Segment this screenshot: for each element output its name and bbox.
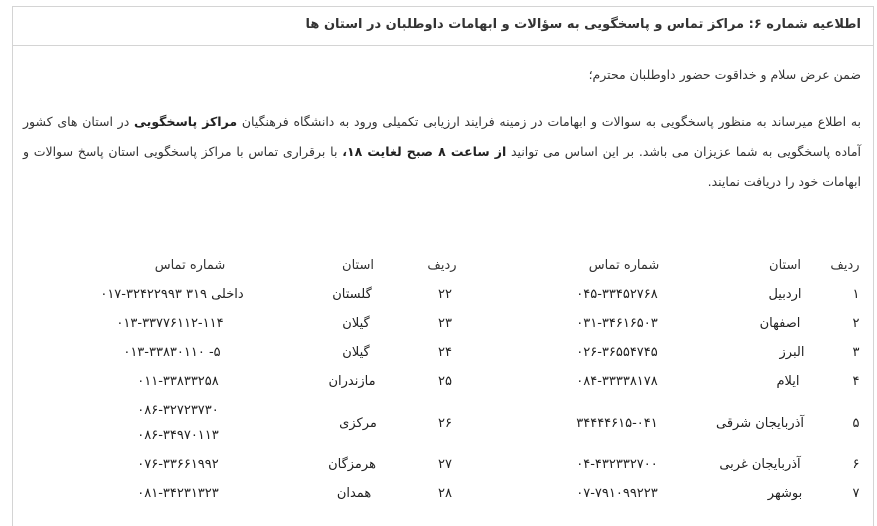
paragraph-bold-centers: مراکز پاسخگویی — [134, 114, 238, 129]
table-cell-row: ۳ — [852, 345, 860, 360]
table-cell-row: ۱ — [852, 287, 860, 302]
table-cell-row: ۲۲ — [438, 287, 452, 302]
table-cell-province: آذربایجان غربی — [719, 457, 801, 472]
table-cell-province: گلستان — [332, 287, 372, 302]
table-cell-row: ۲ — [852, 316, 860, 331]
table-cell-row: ۲۷ — [438, 457, 452, 472]
table-cell-row: ۲۳ — [438, 316, 452, 331]
table-cell-province: ایلام — [776, 374, 800, 389]
table-cell-province: بوشهر — [767, 486, 803, 501]
table-cell-phone: ۰۲۶-۳۶۵۵۴۷۴۵ — [576, 345, 658, 360]
table-cell-phone: ۰۳۱-۳۴۶۱۶۵۰۳ — [576, 316, 658, 331]
table-cell-province: گیلان — [342, 345, 370, 360]
table-cell-phone: ۰۱۱-۳۳۸۳۳۲۵۸ — [137, 374, 219, 389]
paragraph-text: به اطلاع میرساند به منظور پاسخگویی به سوالات و ابهامات در زمینه فرایند ارزیابی تکمیلی ورود به دانشگاه فرهنگیان — [237, 114, 861, 129]
table-cell-province: مرکزی — [339, 416, 377, 431]
announcement-title: اطلاعیه شماره ۶: مراکز تماس و پاسخگویی به سؤالات و ابهامات داوطلبان در استان ها — [305, 17, 861, 32]
table-cell-phone: ۰۴۵-۳۳۴۵۲۷۶۸ — [576, 287, 658, 302]
table-cell-province: همدان — [336, 486, 372, 501]
table-cell-phone: ۰۱۷-۳۲۴۲۲۹۹۳ داخلی ۳۱۹ — [100, 287, 244, 302]
table-cell-phone: ۰۱۳-۳۳۷۷۶۱۱۲-۱۱۴ — [116, 316, 224, 331]
announcement-paragraph — [23, 107, 861, 197]
table-cell-province: البرز — [779, 345, 805, 360]
table-cell-phone: ۰۱۳-۳۳۸۳۰۱۱۰ -۵ — [123, 345, 221, 360]
paragraph-text: در استان های کشور آماده پاسخگویی به شما عزیزان می باشد. بر این اساس می توانید — [23, 114, 861, 159]
table-cell-phone: ۰۸۱-۳۴۲۳۱۳۲۳ — [137, 486, 219, 501]
table-cell-phone: ۰۷۶-۳۳۶۶۱۹۹۲ — [137, 457, 219, 472]
table-cell-province: گیلان — [342, 316, 370, 331]
announcement-header — [13, 7, 873, 46]
table-cell-province: اردبیل — [768, 287, 802, 302]
header-row-left: ردیف — [427, 258, 457, 273]
header-province-left: استان — [342, 258, 374, 273]
table-cell-province: هرمزگان — [328, 457, 376, 472]
table-cell-row: ۲۶ — [438, 416, 452, 431]
table-cell-row: ۲۵ — [438, 374, 452, 389]
table-cell-province: آذربایجان شرقی — [715, 416, 805, 431]
table-cell-phone: ۰۸۴-۳۳۳۳۸۱۷۸ — [576, 374, 658, 389]
table-cell-province: اصفهان — [759, 316, 801, 331]
table-cell-phone: ۰۴-۴۳۲۳۳۲۷۰۰ — [576, 457, 658, 472]
header-row-right: ردیف — [830, 258, 860, 273]
table-cell-province: مازندران — [328, 374, 376, 389]
table-cell-phone: ۰۷-۷۹۱۰۹۹۲۲۳ — [576, 486, 658, 501]
table-cell-phone: ۰۸۶-۳۲۷۲۳۷۳۰ — [137, 403, 219, 418]
table-cell-phone-2: ۰۸۶-۳۴۹۷۰۱۱۳ — [137, 428, 219, 443]
table-cell-row: ۵ — [852, 416, 860, 431]
paragraph-bold-hours: از ساعت ۸ صبح لغایت ۱۸، — [342, 144, 507, 159]
table-cell-row: ۴ — [852, 374, 860, 389]
table-cell-row: ۶ — [852, 457, 860, 472]
table-cell-phone: ۳۴۴۴۴۶۱۵-۰۴۱ — [576, 416, 658, 431]
table-cell-row: ۲۸ — [438, 486, 452, 501]
header-province-right: استان — [769, 258, 801, 273]
header-phone-left: شماره تماس — [154, 258, 226, 273]
paragraph-text: با برقراری تماس با مراکز پاسخگویی استان پاسخ سوالات و ابهامات خود را دریافت نمایند. — [23, 144, 861, 189]
header-phone-right: شماره تماس — [588, 258, 660, 273]
table-cell-row: ۲۴ — [438, 345, 452, 360]
table-cell-row: ۷ — [852, 486, 860, 501]
greeting-text: ضمن عرض سلام و خداقوت حضور داوطلبان محترم؛ — [588, 67, 861, 82]
